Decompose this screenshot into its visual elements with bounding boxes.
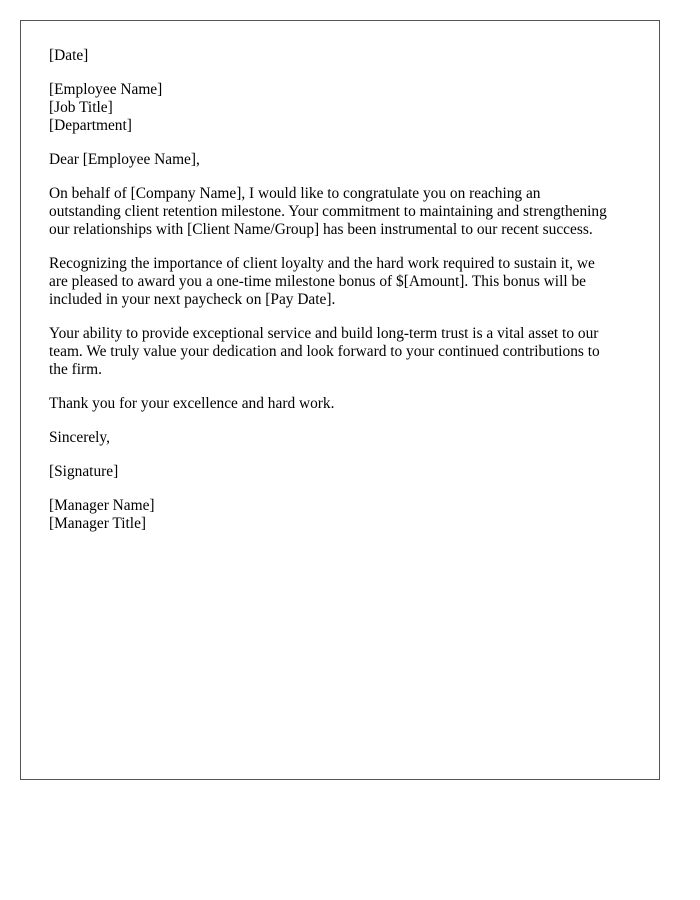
letter-page bbox=[20, 20, 660, 780]
paragraph-line: team. We truly value your dedication and look forward to your continued contributions to bbox=[49, 343, 600, 360]
paragraph-line: outstanding client retention milestone. Your commitment to maintaining and strengthening bbox=[49, 203, 607, 220]
closing: Sincerely, bbox=[49, 429, 110, 446]
paragraph-line: our relationships with [Client Name/Group] has been instrumental to our recent success. bbox=[49, 221, 593, 238]
letter-body bbox=[49, 47, 639, 549]
thanks-line: Thank you for your excellence and hard work. bbox=[49, 395, 335, 412]
paragraph-line: Recognizing the importance of client loyalty and the hard work required to sustain it, we bbox=[49, 255, 595, 272]
signature-block bbox=[49, 463, 639, 481]
salutation-block bbox=[49, 151, 639, 169]
letter-date: [Date] bbox=[49, 47, 89, 64]
salutation: Dear [Employee Name], bbox=[49, 151, 200, 168]
date-block bbox=[49, 47, 639, 65]
paragraph-line: On behalf of [Company Name], I would like to congratulate you on reaching an bbox=[49, 185, 541, 202]
recipient-name: [Employee Name] bbox=[49, 81, 163, 98]
recipient-department: [Department] bbox=[49, 117, 132, 134]
sender-name: [Manager Name] bbox=[49, 497, 155, 514]
paragraph-bonus bbox=[49, 255, 639, 309]
sender-title: [Manager Title] bbox=[49, 515, 147, 532]
paragraph-line: the firm. bbox=[49, 361, 102, 378]
thanks-block bbox=[49, 395, 639, 413]
recipient-job-title: [Job Title] bbox=[49, 99, 113, 116]
signature: [Signature] bbox=[49, 463, 119, 480]
paragraph-appreciation bbox=[49, 325, 639, 379]
sender-block bbox=[49, 497, 639, 533]
paragraph-line: are pleased to award you a one-time milestone bonus of $[Amount]. This bonus will be bbox=[49, 273, 586, 290]
paragraph-line: included in your next paycheck on [Pay Date]. bbox=[49, 291, 336, 308]
recipient-address bbox=[49, 81, 639, 135]
closing-block bbox=[49, 429, 639, 447]
paragraph-line: Your ability to provide exceptional service and build long-term trust is a vital asset to our bbox=[49, 325, 599, 342]
paragraph-congratulations bbox=[49, 185, 639, 239]
